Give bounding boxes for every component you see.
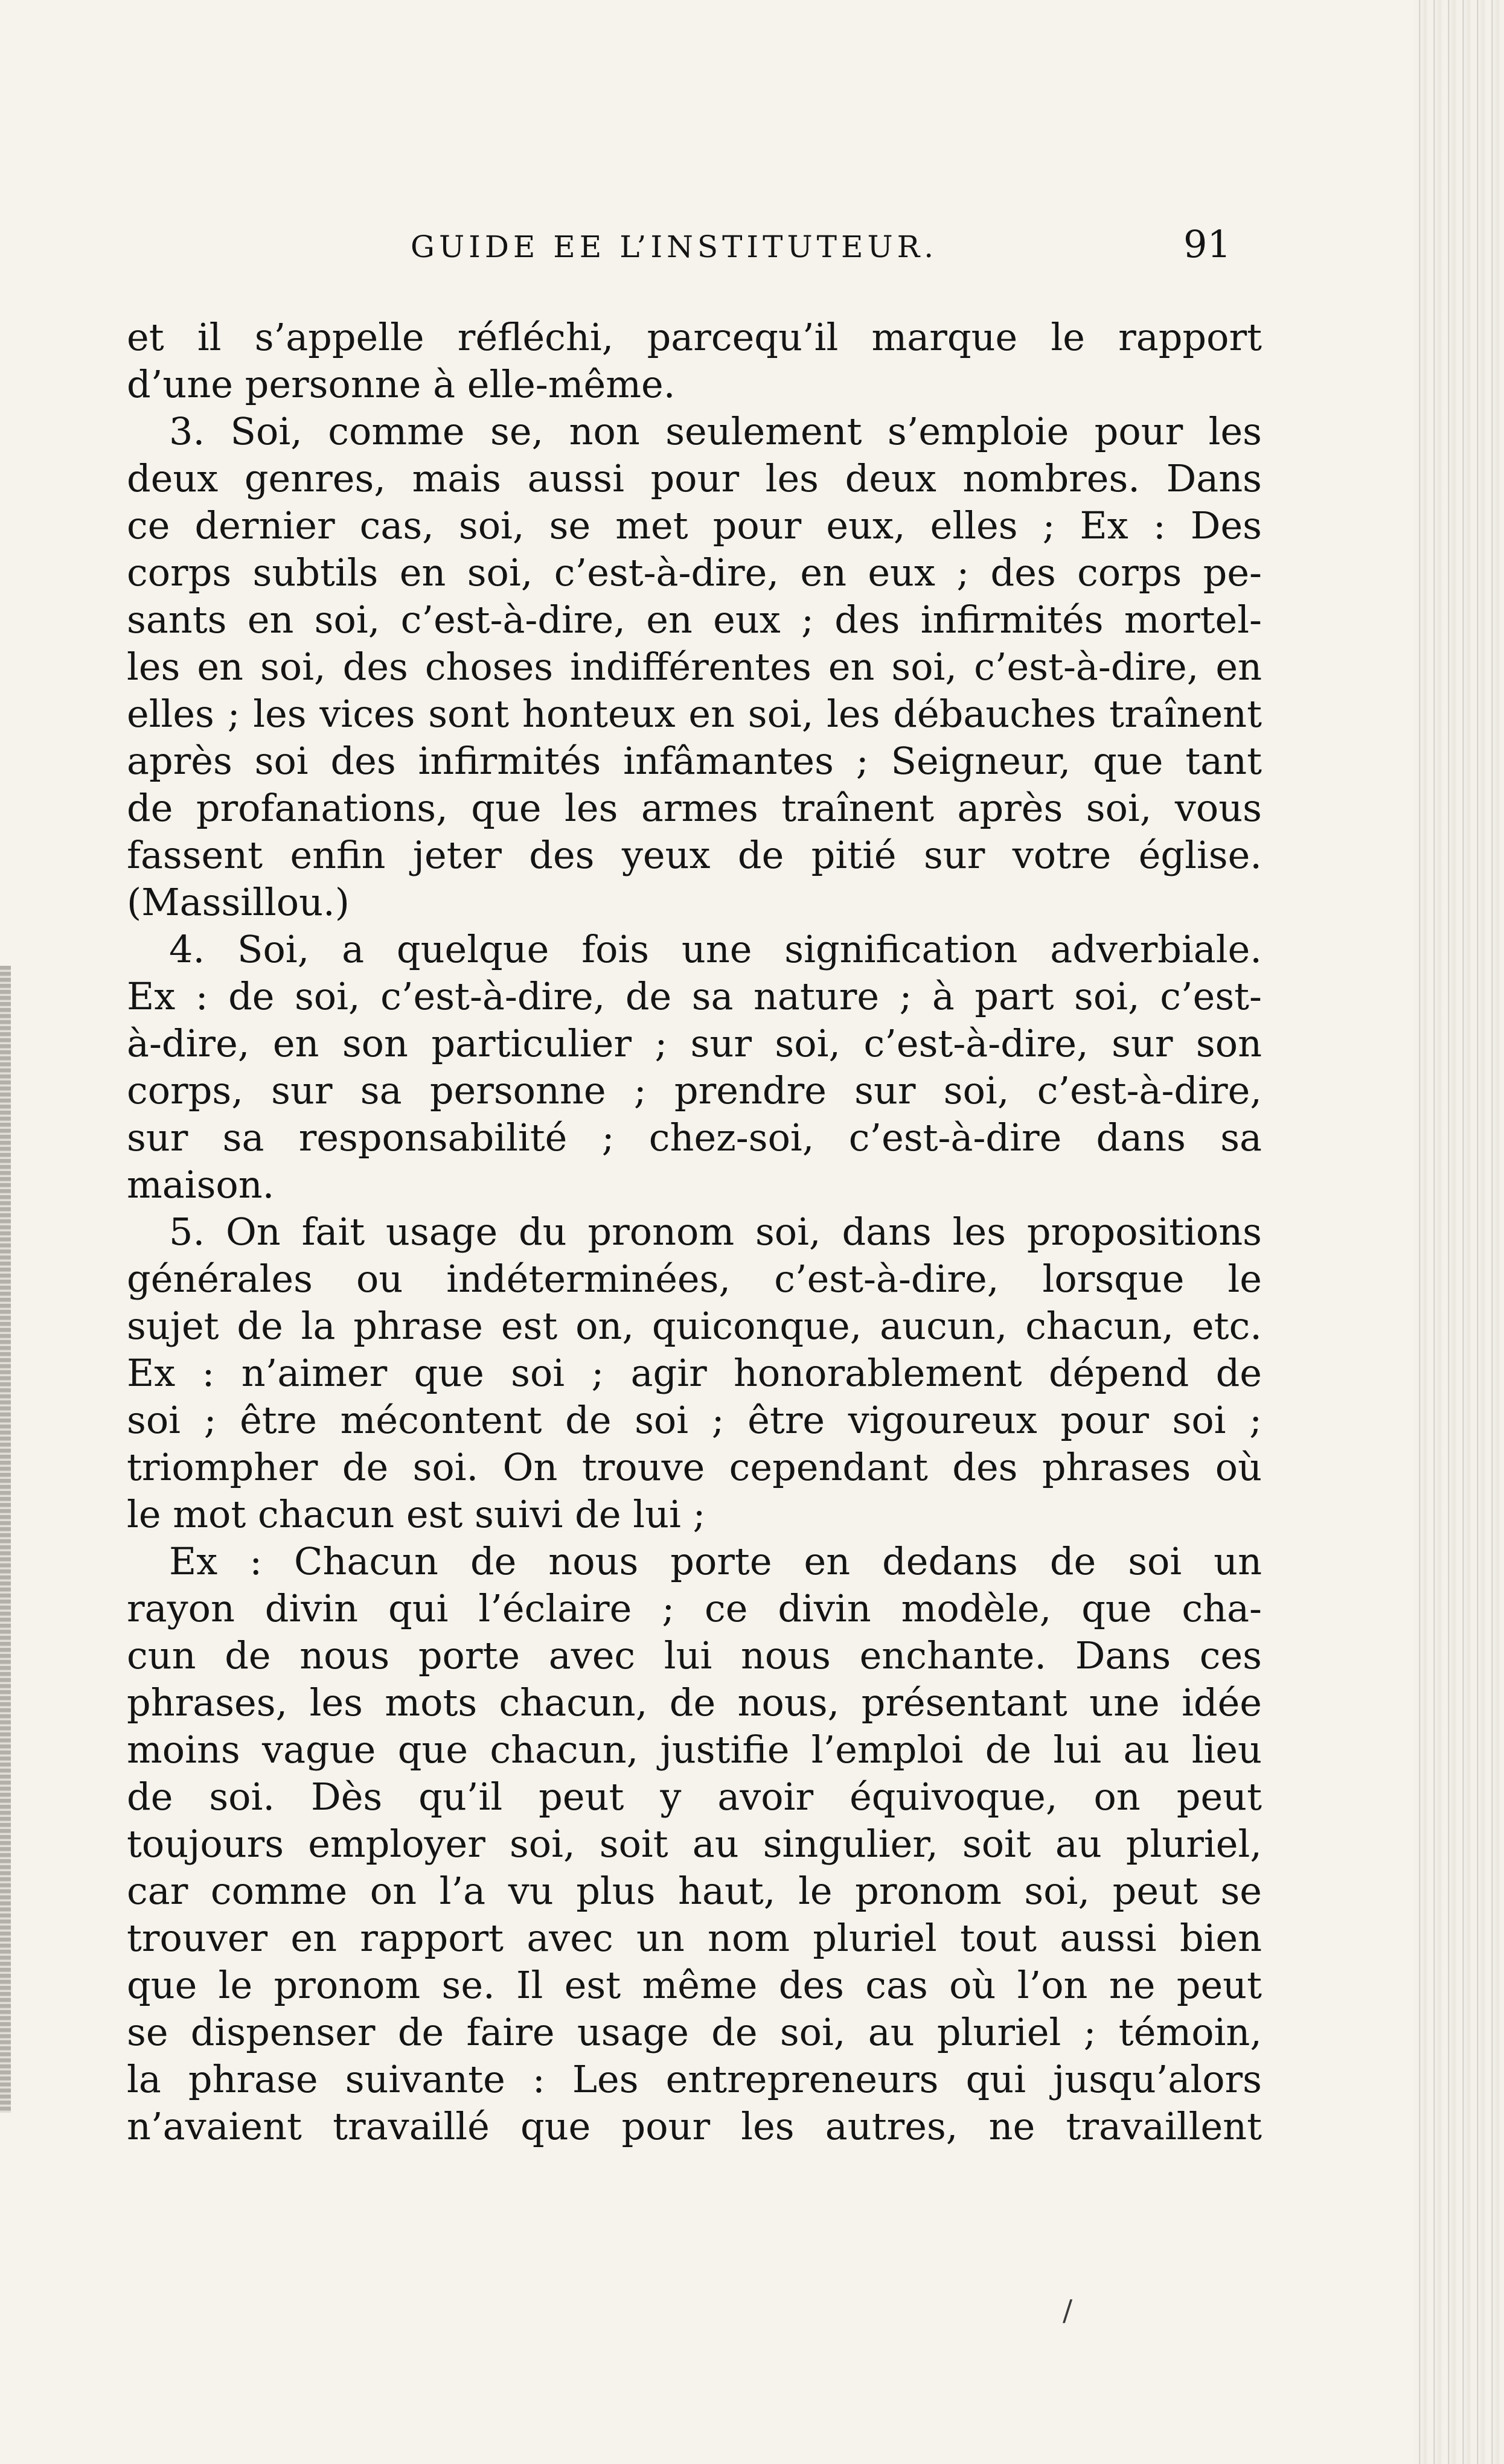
text-line: générales ou indéterminées, c’est-à-dire, lorsque le (127, 1257, 1262, 1301)
text-line: ce dernier cas, soi, se met pour eux, elles ; Ex : Des (127, 503, 1262, 547)
text-line: se dispenser de faire usage de soi, au pluriel ; témoin, (127, 2010, 1262, 2054)
text-line: deux genres, mais aussi pour les deux nombres. Dans (127, 456, 1262, 500)
text-line: rayon divin qui l’éclaire ; ce divin modèle, que cha- (127, 1586, 1262, 1630)
text-line: fassent enfin jeter des yeux de pitié sur votre église. (127, 833, 1262, 877)
text-line: corps, sur sa personne ; prendre sur soi, c’est-à-dire, (127, 1068, 1262, 1112)
text-line: sujet de la phrase est on, quiconque, aucun, chacun, etc. (127, 1304, 1262, 1348)
text-line: sur sa responsabilité ; chez-soi, c’est-à-dire dans sa (127, 1116, 1262, 1160)
text-line: phrases, les mots chacun, de nous, présentant une idée (127, 1680, 1262, 1725)
text-line: 5. On fait usage du pronom soi, dans les propositions (169, 1210, 1262, 1254)
text-line: Ex : Chacun de nous porte en dedans de soi un (169, 1539, 1262, 1583)
text-line: (Massillou.) (127, 880, 350, 924)
text-line: toujours employer soi, soit au singulier, soit au pluriel, (127, 1822, 1262, 1866)
text-line: de soi. Dès qu’il peut y avoir équivoque, on peut (127, 1775, 1262, 1819)
text-line: la phrase suivante : Les entrepreneurs qui jusqu’alors (127, 2057, 1262, 2101)
page-edge-shadow (1413, 0, 1504, 2464)
text-line: elles ; les vices sont honteux en soi, les débauches traînent (127, 692, 1262, 736)
body-text (127, 314, 1262, 2150)
text-line: le mot chacun est suivi de lui ; (127, 1492, 706, 1536)
text-line: d’une personne à elle-même. (127, 362, 676, 406)
text-line: maison. (127, 1163, 275, 1207)
text-line: sants en soi, c’est-à-dire, en eux ; des infirmités mortel- (127, 598, 1262, 642)
text-line: moins vague que chacun, justifie l’emploi de lui au lieu (127, 1728, 1262, 1772)
text-line: Ex : de soi, c’est-à-dire, de sa nature ; à part soi, c’est- (127, 974, 1262, 1018)
text-line: que le pronom se. Il est même des cas où l’on ne peut (127, 1963, 1262, 2007)
text-line: car comme on l’a vu plus haut, le pronom soi, peut se (127, 1869, 1262, 1913)
running-title: GUIDE EE L’INSTITUTEUR. (411, 229, 938, 264)
text-line: soi ; être mécontent de soi ; être vigoureux pour soi ; (127, 1398, 1262, 1442)
text-line: après soi des infirmités infâmantes ; Seigneur, que tant (127, 739, 1262, 783)
page-number: 91 (1183, 222, 1231, 266)
text-line: cun de nous porte avec lui nous enchante. Dans ces (127, 1633, 1262, 1677)
text-line: trouver en rapport avec un nom pluriel tout aussi bien (127, 1916, 1262, 1960)
footer-mark: / (1063, 2294, 1073, 2328)
text-line: n’avaient travaillé que pour les autres, ne travaillent (127, 2104, 1262, 2148)
text-line: 4. Soi, a quelque fois une signification adverbiale. (169, 927, 1262, 971)
text-line: triompher de soi. On trouve cependant des phrases où (127, 1445, 1262, 1489)
text-line: Ex : n’aimer que soi ; agir honorablement dépend de (127, 1351, 1262, 1395)
text-line: et il s’appelle réfléchi, parcequ’il marque le rapport (127, 315, 1262, 359)
binding-edge (0, 966, 11, 2113)
text-line: 3. Soi, comme se, non seulement s’emploie pour les (169, 409, 1262, 453)
text-line: de profanations, que les armes traînent après soi, vous (127, 786, 1262, 830)
running-header (411, 222, 1256, 270)
text-line: à-dire, en son particulier ; sur soi, c’est-à-dire, sur son (127, 1021, 1262, 1065)
text-line: corps subtils en soi, c’est-à-dire, en eux ; des corps pe- (127, 551, 1262, 595)
text-line: les en soi, des choses indifférentes en soi, c’est-à-dire, en (127, 645, 1262, 689)
